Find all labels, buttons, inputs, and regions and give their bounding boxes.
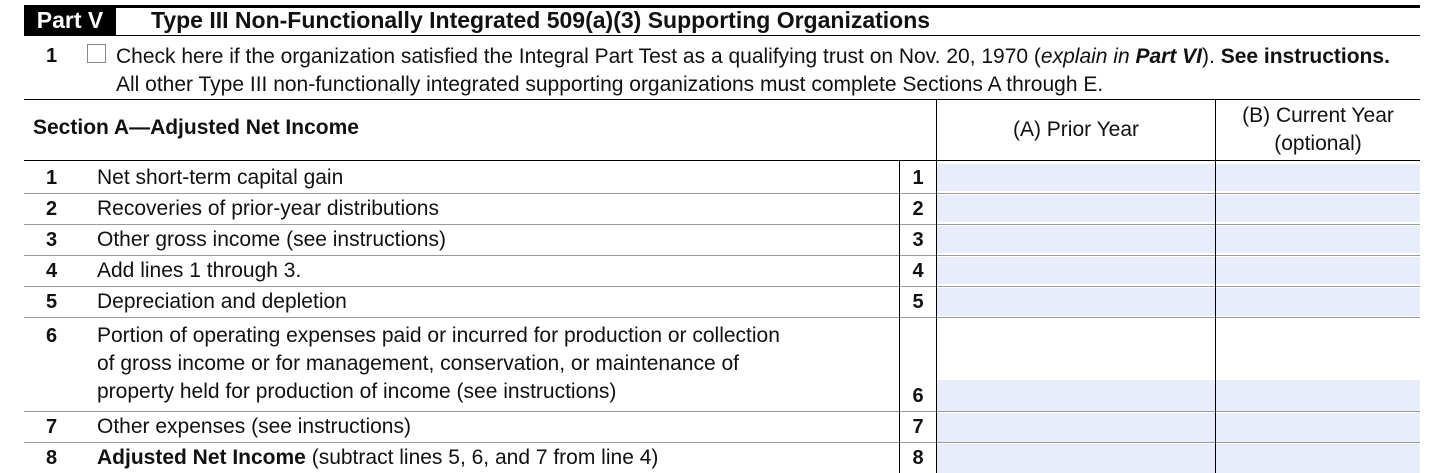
column-b-header — [1216, 100, 1420, 160]
header-divider — [24, 35, 1420, 36]
row6-line-box: 6 — [912, 385, 924, 407]
line3-current-year-field[interactable] — [1216, 226, 1420, 253]
line8-current-year-field[interactable] — [1216, 444, 1420, 473]
column-b-header-line1: (B) Current Year — [1242, 104, 1394, 127]
row4-label: Add lines 1 through 3. — [97, 259, 302, 282]
line1-text-a: Check here if the organization satisfied the Integral Part Test as a qualifying trust on Nov. 20, 1970 ( — [116, 45, 1041, 68]
row-divider — [24, 317, 1420, 318]
line6-prior-year-field[interactable] — [937, 380, 1215, 412]
line5-current-year-field[interactable] — [1216, 288, 1420, 316]
row7-label: Other expenses (see instructions) — [97, 415, 411, 438]
column-b-header-line2: (optional) — [1274, 132, 1362, 155]
line1-text — [116, 43, 1416, 99]
row8-label-bold: Adjusted Net Income — [97, 446, 306, 469]
row1-label: Net short-term capital gain — [97, 166, 344, 189]
line1-text-d: ). — [1202, 45, 1221, 68]
line1-number: 1 — [46, 45, 58, 67]
line2-current-year-field[interactable] — [1216, 195, 1420, 222]
row2-number: 2 — [46, 198, 58, 220]
row5-line-box: 5 — [912, 291, 924, 313]
line1-part-vi-ref: Part VI — [1135, 45, 1203, 68]
line1-see-instructions: See instructions. — [1220, 45, 1390, 68]
row2-line-box: 2 — [912, 198, 924, 220]
line1-prior-year-field[interactable] — [937, 164, 1215, 191]
row-divider — [24, 193, 1420, 194]
column-b-left-rule — [1215, 100, 1216, 473]
row7-number: 7 — [46, 416, 58, 438]
row3-line-box: 3 — [912, 229, 924, 251]
row8-label — [97, 444, 658, 472]
line4-prior-year-field[interactable] — [937, 257, 1215, 284]
row6-number: 6 — [46, 325, 58, 347]
column-a-left-rule — [936, 100, 937, 473]
row1-number: 1 — [46, 167, 58, 189]
part-title: Type III Non-Functionally Integrated 509(a)(3) Supporting Organizations — [151, 7, 931, 33]
integral-part-test-checkbox[interactable] — [87, 44, 106, 63]
line7-prior-year-field[interactable] — [937, 413, 1215, 442]
row5-label: Depreciation and depletion — [97, 290, 347, 313]
row6-label-line2: of gross income or for management, conservation, or maintenance of — [97, 352, 739, 375]
line8-prior-year-field[interactable] — [937, 444, 1215, 473]
line1-text-italic: explain in — [1040, 45, 1136, 68]
row2-label: Recoveries of prior-year distributions — [97, 197, 439, 220]
row5-number: 5 — [46, 291, 58, 313]
row1-line-box: 1 — [912, 167, 924, 189]
part-label: Part V — [24, 5, 116, 36]
line3-prior-year-field[interactable] — [937, 226, 1215, 253]
line6-current-year-field[interactable] — [1216, 380, 1420, 412]
section-a-header-rule — [24, 160, 1420, 161]
line4-current-year-field[interactable] — [1216, 257, 1420, 284]
row7-line-box: 7 — [912, 416, 924, 438]
row8-number: 8 — [46, 447, 58, 469]
column-a-header: (A) Prior Year — [1012, 118, 1140, 141]
line1-current-year-field[interactable] — [1216, 164, 1420, 191]
row8-line-box: 8 — [912, 447, 924, 469]
row-divider — [24, 411, 1420, 412]
row8-label-rest: (subtract lines 5, 6, and 7 from line 4) — [305, 446, 659, 469]
row-divider — [24, 442, 1420, 443]
row-divider — [24, 255, 1420, 256]
line7-current-year-field[interactable] — [1216, 413, 1420, 442]
row4-line-box: 4 — [912, 260, 924, 282]
row6-label-line1: Portion of operating expenses paid or incurred for production or collection — [97, 324, 780, 347]
row-divider — [24, 286, 1420, 287]
section-a-title: Section A—Adjusted Net Income — [33, 116, 359, 139]
row-divider — [24, 224, 1420, 225]
row6-label-line3: property held for production of income (see instructions) — [97, 380, 617, 403]
line2-prior-year-field[interactable] — [937, 195, 1215, 222]
row4-number: 4 — [46, 260, 58, 282]
line5-prior-year-field[interactable] — [937, 288, 1215, 316]
row3-label: Other gross income (see instructions) — [97, 228, 446, 251]
row3-number: 3 — [46, 229, 58, 251]
line1-text-f: All other Type III non-functionally integrated supporting organizations must complete Sections A through E. — [116, 73, 1104, 96]
